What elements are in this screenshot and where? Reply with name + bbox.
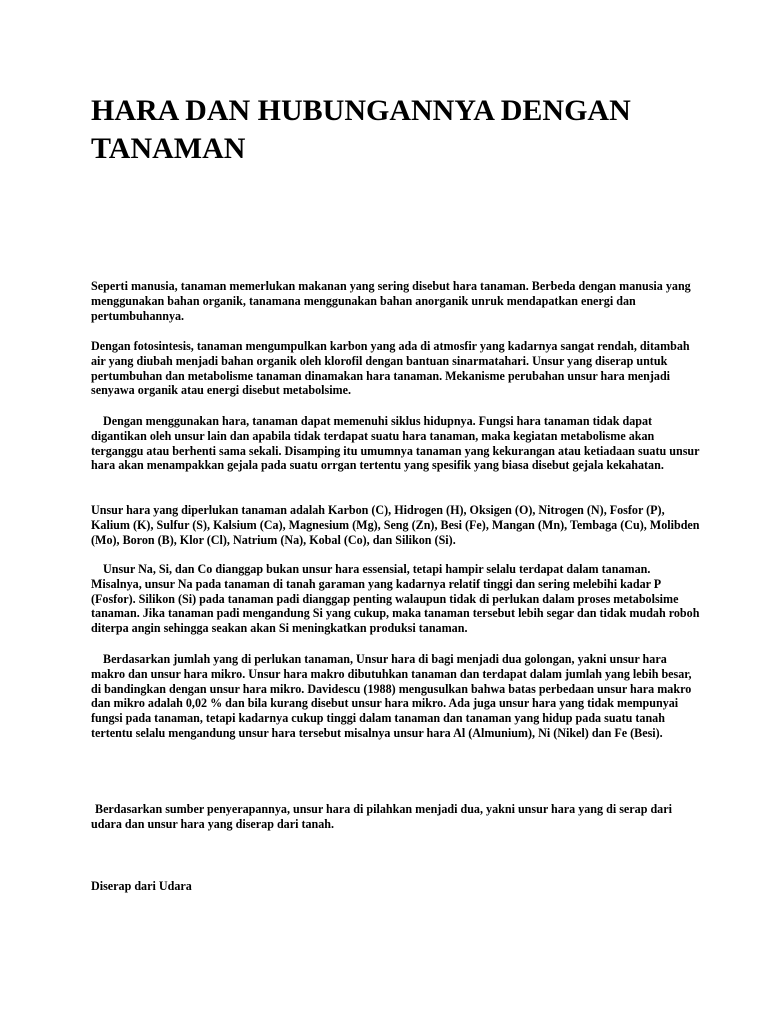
paragraph-elements-list: Unsur hara yang diperlukan tanaman adalah Karbon (C), Hidrogen (H), Oksigen (O), Nitrogen (N), Fosfor (P), Kalium (K), Sulfur (S), Kalsium (Ca), Magnesium (Mg), Seng (Zn), Besi (Fe), Mangan (Mn), Tembaga (Cu), Molibden (Mo), Boron (B), Klor (Cl), Natrium (Na), Kobal (Co), dan Silikon (Si). <box>91 503 700 547</box>
paragraph-photosynthesis: Dengan fotosintesis, tanaman mengumpulkan karbon yang ada di atmosfir yang kadarnya sangat rendah, ditambah air yang diubah menjadi bahan organik oleh klorofil dengan bantuan sinarmatahari. Unsur yang diserap untuk pertumbuhan dan metabolisme tanaman dinamakan hara tanaman. Mekanisme perubahan unsur hara menjadi senyawa organik atau energi disebut metabolsime. <box>91 339 690 398</box>
paragraph-absorption-source: Berdasarkan sumber penyerapannya, unsur hara di pilahkan menjadi dua, yakni unsur hara yang di serap dari udara dan unsur hara yang diserap dari tanah. <box>91 802 672 831</box>
paragraph-macro-micro: Berdasarkan jumlah yang di perlukan tanaman, Unsur hara di bagi menjadi dua golongan, yakni unsur hara makro dan unsur hara mikro. Unsur hara makro dibutuhkan tanaman dan terdapat dalam jumlah yang lebih besar, di bandingkan dengan unsur hara mikro. Davidescu (1988) mengusulkan bahwa batas perbedaan unsur hara makro dan mikro adalah 0,02 % dan bila kurang disebut unsur hara mikro. Ada juga unsur hara yang tidak mempunyai fungsi pada tanaman, tetapi kadarnya cukup tinggi dalam tanaman dan tanaman yang hidup pada suatu tanah tertentu selalu mengandung unsur hara tersebut misalnya unsur hara Al (Almunium), Ni (Nikel) dan Fe (Besi). <box>91 652 692 740</box>
document-title: HARA DAN HUBUNGANNYA DENGAN TANAMAN <box>91 94 631 165</box>
paragraph-non-essential: Unsur Na, Si, dan Co dianggap bukan unsur hara essensial, tetapi hampir selalu terdapat dalam tanaman. Misalnya, unsur Na pada tanaman di tanah garaman yang kadarnya relatif tinggi dan sering melebihi kadar P (Fosfor). Silikon (Si) pada tanaman padi dianggap penting walaupun tidak di perlukan dalam proses metabolsime tanaman. Jika tanaman padi mengandung Si yang cukup, maka tanaman tersebut lebih segar dan tidak mudah roboh diterpa angin sehingga seakan akan Si meningkatkan produksi tanaman. <box>91 562 700 636</box>
paragraph-intro: Seperti manusia, tanaman memerlukan makanan yang sering disebut hara tanaman. Berbeda dengan manusia yang menggunakan bahan organik, tanamana menggunakan bahan anorganik unruk mendapatkan energi dan pertumbuhannya. <box>91 279 691 323</box>
paragraph-life-cycle: Dengan menggunakan hara, tanaman dapat memenuhi siklus hidupnya. Fungsi hara tanaman tidak dapat digantikan oleh unsur lain dan apabila tidak terdapat suatu hara tanaman, maka kegiatan metabolisme akan terganggu atau berhenti sama sekali. Disamping itu umumnya tanaman yang kekurangan atau ketiadaan suatu unsur hara akan menampakkan gejala pada suatu orrgan tertentu yang spesifik yang biasa disebut gejala kekahatan. <box>91 414 700 473</box>
section-heading: Diserap dari Udara <box>91 879 192 893</box>
